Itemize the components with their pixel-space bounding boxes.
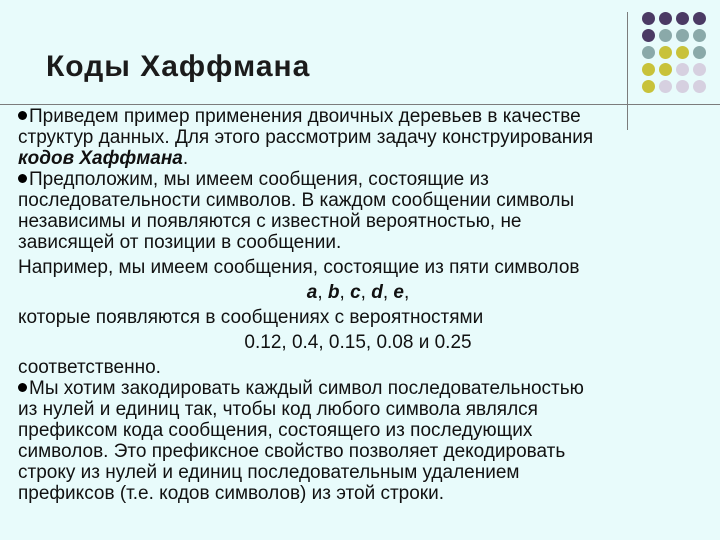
decorative-dot <box>659 46 672 59</box>
decorative-dot <box>642 46 655 59</box>
huffman-codes-emphasis: кодов Хаффмана <box>18 148 183 169</box>
paragraph-2-line-2: последовательности символов. В каждом сообщении символы <box>18 190 575 211</box>
decorative-dot <box>693 80 706 93</box>
paragraph-3-line-2: из нулей и единиц так, чтобы код любого символа являлся <box>18 399 538 420</box>
bullet-icon <box>18 111 27 120</box>
paragraph-3-line-6: префиксов (т.е. кодов символов) из этой строки. <box>18 483 445 504</box>
decorative-dot <box>693 63 706 76</box>
decorative-dot <box>642 63 655 76</box>
slide-title: Коды Хаффмана <box>46 50 311 83</box>
paragraph-1-line-1: Приведем пример применения двоичных деревьев в качестве <box>18 106 698 127</box>
symbol-a: a <box>306 282 318 303</box>
symbol-b: b <box>327 282 340 303</box>
decorative-horizontal-line <box>0 104 720 105</box>
decorative-dot <box>676 63 689 76</box>
bullet-icon <box>18 174 27 183</box>
symbol-list: a, b, c, d, e, <box>306 282 410 303</box>
paragraph-2-line-5: Например, мы имеем сообщения, состоящие из пяти символов <box>18 257 580 278</box>
paragraph-3-line-5: строку из нулей и единиц последовательным удалением <box>18 462 520 483</box>
symbol-d: d <box>371 282 383 303</box>
paragraph-3-line-3: префиксом кода сообщения, состоящего из последующих <box>18 420 533 441</box>
probability-list: 0.12, 0.4, 0.15, 0.08 и 0.25 <box>244 332 472 353</box>
decorative-dot <box>659 29 672 42</box>
symbol-e: e <box>393 282 404 303</box>
decorative-dot <box>676 46 689 59</box>
decorative-dot <box>693 46 706 59</box>
decorative-dot <box>676 29 689 42</box>
decorative-dot <box>676 80 689 93</box>
slide-body <box>18 106 698 504</box>
paragraph-2-line-4: зависящей от позиции в сообщении. <box>18 232 342 253</box>
paragraph-2-line-6: которые появляются в сообщениях с вероятностями <box>18 307 484 328</box>
paragraph-1-line-2: структур данных. Для этого рассмотрим задачу конструирования <box>18 127 594 148</box>
decorative-dot <box>693 12 706 25</box>
decorative-dot <box>642 80 655 93</box>
decorative-dot <box>659 12 672 25</box>
decorative-dot <box>642 12 655 25</box>
paragraph-3-line-4: символов. Это префиксное свойство позволяет декодировать <box>18 441 566 462</box>
paragraph-1-line-3: кодов Хаффмана. <box>18 148 189 169</box>
paragraph-2-line-1: Предположим, мы имеем сообщения, состоящие из <box>18 169 698 190</box>
paragraph-2-line-3: независимы и появляются с известной вероятностью, не <box>18 211 522 232</box>
paragraph-2-line-7: соответственно. <box>18 357 161 378</box>
symbol-c: c <box>350 282 361 303</box>
decorative-dot <box>659 80 672 93</box>
decorative-dot <box>676 12 689 25</box>
decorative-dot <box>659 63 672 76</box>
bullet-icon <box>18 383 27 392</box>
paragraph-3-line-1: Мы хотим закодировать каждый символ последовательностью <box>18 378 698 399</box>
decorative-dot <box>642 29 655 42</box>
decorative-dot <box>693 29 706 42</box>
